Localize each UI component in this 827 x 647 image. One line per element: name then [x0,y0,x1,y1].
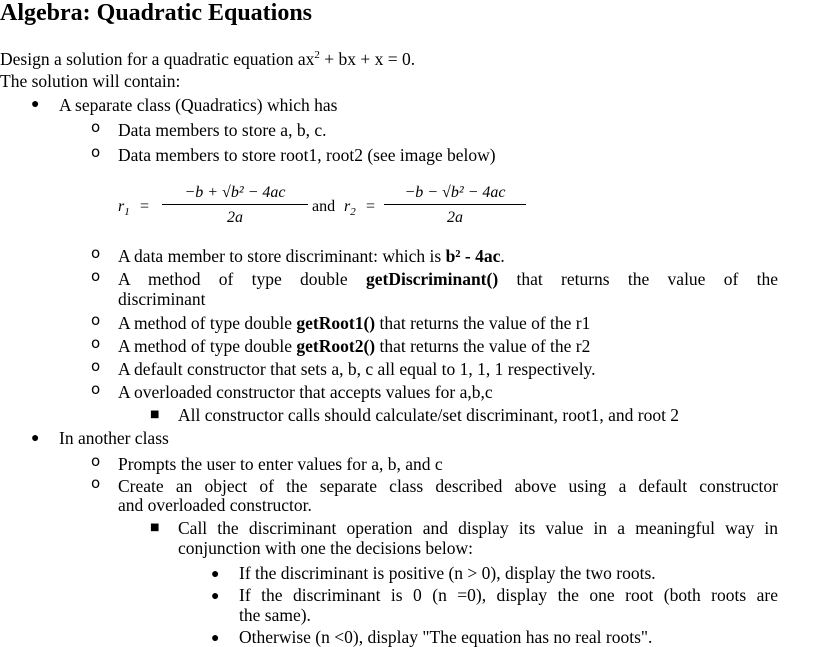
list-item: Otherwise (n <0), display "The equation has no real roots". [239,627,653,647]
denominator-root2: 2a [447,209,463,226]
list-item-continuation: and overloaded constructor. [118,495,312,515]
list-item-continuation: the same). [239,605,311,625]
another-class-heading: In another class [59,428,169,448]
list-item: Prompts the user to enter values for a, b, and c [118,454,443,474]
intro-exponent: 2 [314,49,320,62]
bullet-circle-icon: o [91,311,101,329]
list-item: A method of type double getDiscriminant() that returns the value of the [118,269,778,289]
r1-label: $r_1$ [118,198,130,219]
denominator-root1: 2a [227,209,243,226]
list-item: If the discriminant is positive (n > 0), display the two roots. [239,563,656,583]
bullet-circle-icon: o [91,357,101,375]
list-item-continuation: conjunction with one the decisions below: [178,538,474,558]
fraction-root2 [384,184,526,227]
bullet-circle-icon: o [91,267,101,285]
method-name: getDiscriminant() [365,269,499,289]
bullet-square-icon: ■ [150,409,160,420]
list-item: Create an object of the separate class described above using a default constructor [118,476,778,496]
discriminant-formula: b² - 4ac [445,246,501,266]
list-item: A method of type double getRoot1() that returns the value of the r1 [118,313,591,333]
r2-label: $r_2$ [344,198,356,219]
bullet-dot-icon: ● [211,589,220,604]
page-title: Algebra: Quadratic Equations [0,0,313,26]
intro-line-1 [0,49,415,69]
method-name: getRoot2() [296,336,376,356]
bullet-circle-icon: o [91,380,101,398]
bullet-dot-icon: ● [211,631,220,646]
and-joiner: and [312,198,336,215]
list-item: Data members to store root1, root2 (see image below) [118,145,496,165]
bullet-dot-icon: ● [31,431,40,446]
numerator-root2: −b − √b² − 4ac [384,184,526,205]
list-item: Data members to store a, b, c. [118,120,327,140]
equals-sign: = [140,198,150,215]
intro-text-end: + bx + x = 0. [319,49,416,69]
bullet-circle-icon: o [91,143,101,161]
list-item: A method of type double getRoot2() that returns the value of the r2 [118,336,591,356]
intro-text: Design a solution for a quadratic equation ax [0,49,315,69]
numerator-root1: −b + √b² − 4ac [162,184,308,205]
list-item: A data member to store discriminant: which is b² - 4ac. [118,246,505,266]
bullet-circle-icon: o [91,244,101,262]
roots-formula [118,178,538,238]
bullet-circle-icon: o [91,118,101,136]
class-heading: A separate class (Quadratics) which has [59,95,338,115]
intro-line-2: The solution will contain: [0,71,181,91]
bullet-dot-icon: ● [211,567,220,582]
list-item: A default constructor that sets a, b, c all equal to 1, 1, 1 respectively. [118,359,596,379]
bullet-circle-icon: o [91,474,101,492]
bullet-circle-icon: o [91,452,101,470]
method-name: getRoot1() [296,313,376,333]
bullet-circle-icon: o [91,334,101,352]
bullet-dot-icon: ● [31,97,40,112]
list-item: If the discriminant is 0 (n =0), display the one root (both roots are [239,585,778,605]
list-item: Call the discriminant operation and display its value in a meaningful way in [178,518,778,538]
list-item: All constructor calls should calculate/set discriminant, root1, and root 2 [178,405,680,425]
list-item-continuation: discriminant [118,289,206,309]
bullet-square-icon: ■ [150,522,160,533]
fraction-root1 [162,184,308,227]
list-item: A overloaded constructor that accepts values for a,b,c [118,382,493,402]
equals-sign: = [366,198,376,215]
